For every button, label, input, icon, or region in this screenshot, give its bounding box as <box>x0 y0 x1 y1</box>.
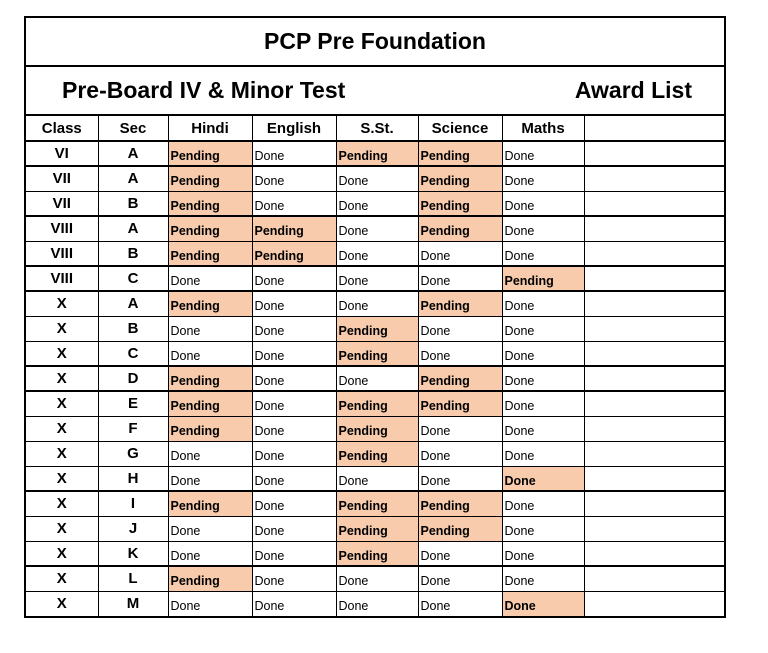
science-status-cell: Done <box>418 241 502 266</box>
hindi-status-cell: Done <box>168 591 252 616</box>
maths-status-cell: Done <box>502 491 584 516</box>
sst-status-cell: Done <box>336 566 418 591</box>
table-row <box>26 216 724 241</box>
blank-cell <box>584 266 724 291</box>
hindi-status-cell: Done <box>168 266 252 291</box>
hindi-status-cell: Done <box>168 541 252 566</box>
science-status-cell: Done <box>418 266 502 291</box>
table-row <box>26 466 724 491</box>
table-row <box>26 416 724 441</box>
english-status-cell: Done <box>252 491 336 516</box>
section-cell: A <box>98 141 168 166</box>
section-cell: K <box>98 541 168 566</box>
english-status-cell: Done <box>252 366 336 391</box>
maths-status-cell: Done <box>502 141 584 166</box>
maths-status-cell: Done <box>502 466 584 491</box>
section-cell: I <box>98 491 168 516</box>
english-status-cell: Done <box>252 291 336 316</box>
section-cell: A <box>98 166 168 191</box>
maths-status-cell: Done <box>502 391 584 416</box>
hindi-status-cell: Pending <box>168 491 252 516</box>
hindi-status-cell: Pending <box>168 216 252 241</box>
science-status-cell: Pending <box>418 516 502 541</box>
hindi-status-cell: Pending <box>168 391 252 416</box>
table-row <box>26 566 724 591</box>
sst-status-cell: Done <box>336 266 418 291</box>
hindi-status-cell: Pending <box>168 366 252 391</box>
blank-cell <box>584 166 724 191</box>
english-status-cell: Done <box>252 591 336 616</box>
sst-status-cell: Pending <box>336 141 418 166</box>
section-cell: H <box>98 466 168 491</box>
sst-status-cell: Pending <box>336 416 418 441</box>
section-cell: A <box>98 291 168 316</box>
section-cell: J <box>98 516 168 541</box>
status-table <box>26 116 724 616</box>
english-status-cell: Done <box>252 141 336 166</box>
blank-cell <box>584 566 724 591</box>
maths-status-cell: Done <box>502 541 584 566</box>
test-name: Pre-Board IV & Minor Test <box>62 77 346 103</box>
header-sst: S.St. <box>336 116 418 141</box>
maths-status-cell: Done <box>502 316 584 341</box>
science-status-cell: Done <box>418 591 502 616</box>
maths-status-cell: Done <box>502 216 584 241</box>
section-cell: B <box>98 191 168 216</box>
science-status-cell: Done <box>418 341 502 366</box>
sst-status-cell: Done <box>336 591 418 616</box>
science-status-cell: Pending <box>418 191 502 216</box>
section-cell: A <box>98 216 168 241</box>
table-row <box>26 541 724 566</box>
section-cell: G <box>98 441 168 466</box>
hindi-status-cell: Done <box>168 516 252 541</box>
maths-status-cell: Done <box>502 341 584 366</box>
english-status-cell: Done <box>252 466 336 491</box>
english-status-cell: Pending <box>252 216 336 241</box>
award-list-sheet <box>24 16 726 618</box>
hindi-status-cell: Done <box>168 341 252 366</box>
table-row <box>26 441 724 466</box>
hindi-status-cell: Done <box>168 466 252 491</box>
hindi-status-cell: Pending <box>168 291 252 316</box>
table-row <box>26 316 724 341</box>
sheet-subtitle-row <box>26 67 724 116</box>
blank-cell <box>584 491 724 516</box>
english-status-cell: Done <box>252 416 336 441</box>
maths-status-cell: Done <box>502 566 584 591</box>
table-row <box>26 266 724 291</box>
hindi-status-cell: Done <box>168 441 252 466</box>
english-status-cell: Done <box>252 441 336 466</box>
sst-status-cell: Pending <box>336 516 418 541</box>
english-status-cell: Done <box>252 166 336 191</box>
class-cell: VII <box>26 166 98 191</box>
maths-status-cell: Done <box>502 291 584 316</box>
blank-cell <box>584 341 724 366</box>
class-cell: X <box>26 566 98 591</box>
sst-status-cell: Pending <box>336 341 418 366</box>
english-status-cell: Done <box>252 566 336 591</box>
hindi-status-cell: Pending <box>168 141 252 166</box>
class-cell: X <box>26 341 98 366</box>
maths-status-cell: Done <box>502 516 584 541</box>
blank-cell <box>584 441 724 466</box>
section-cell: M <box>98 591 168 616</box>
english-status-cell: Done <box>252 541 336 566</box>
table-header-row <box>26 116 724 141</box>
science-status-cell: Pending <box>418 166 502 191</box>
blank-cell <box>584 316 724 341</box>
sst-status-cell: Done <box>336 291 418 316</box>
blank-cell <box>584 391 724 416</box>
header-hindi: Hindi <box>168 116 252 141</box>
class-cell: X <box>26 466 98 491</box>
maths-status-cell: Pending <box>502 266 584 291</box>
blank-cell <box>584 216 724 241</box>
science-status-cell: Done <box>418 566 502 591</box>
maths-status-cell: Done <box>502 166 584 191</box>
science-status-cell: Done <box>418 441 502 466</box>
maths-status-cell: Done <box>502 441 584 466</box>
sst-status-cell: Pending <box>336 391 418 416</box>
class-cell: X <box>26 291 98 316</box>
blank-cell <box>584 466 724 491</box>
science-status-cell: Done <box>418 416 502 441</box>
maths-status-cell: Done <box>502 241 584 266</box>
blank-cell <box>584 141 724 166</box>
blank-cell <box>584 516 724 541</box>
sst-status-cell: Pending <box>336 316 418 341</box>
header-class: Class <box>26 116 98 141</box>
english-status-cell: Done <box>252 191 336 216</box>
maths-status-cell: Done <box>502 591 584 616</box>
sst-status-cell: Done <box>336 191 418 216</box>
english-status-cell: Pending <box>252 241 336 266</box>
blank-cell <box>584 241 724 266</box>
table-row <box>26 591 724 616</box>
class-cell: X <box>26 441 98 466</box>
sheet-title: PCP Pre Foundation <box>26 18 724 67</box>
section-cell: B <box>98 241 168 266</box>
blank-cell <box>584 191 724 216</box>
header-science: Science <box>418 116 502 141</box>
blank-cell <box>584 416 724 441</box>
science-status-cell: Pending <box>418 391 502 416</box>
hindi-status-cell: Pending <box>168 416 252 441</box>
english-status-cell: Done <box>252 391 336 416</box>
class-cell: VII <box>26 191 98 216</box>
sst-status-cell: Done <box>336 241 418 266</box>
section-cell: L <box>98 566 168 591</box>
table-row <box>26 141 724 166</box>
class-cell: X <box>26 491 98 516</box>
table-row <box>26 491 724 516</box>
class-cell: X <box>26 366 98 391</box>
sst-status-cell: Pending <box>336 541 418 566</box>
blank-cell <box>584 366 724 391</box>
sst-status-cell: Pending <box>336 491 418 516</box>
table-row <box>26 166 724 191</box>
class-cell: X <box>26 591 98 616</box>
header-sec: Sec <box>98 116 168 141</box>
blank-cell <box>584 591 724 616</box>
class-cell: VIII <box>26 266 98 291</box>
science-status-cell: Pending <box>418 291 502 316</box>
section-cell: E <box>98 391 168 416</box>
science-status-cell: Pending <box>418 141 502 166</box>
science-status-cell: Pending <box>418 491 502 516</box>
class-cell: VIII <box>26 241 98 266</box>
table-row <box>26 391 724 416</box>
sst-status-cell: Done <box>336 216 418 241</box>
hindi-status-cell: Pending <box>168 191 252 216</box>
english-status-cell: Done <box>252 316 336 341</box>
english-status-cell: Done <box>252 516 336 541</box>
maths-status-cell: Done <box>502 416 584 441</box>
english-status-cell: Done <box>252 341 336 366</box>
maths-status-cell: Done <box>502 191 584 216</box>
class-cell: VIII <box>26 216 98 241</box>
blank-cell <box>584 291 724 316</box>
class-cell: X <box>26 316 98 341</box>
section-cell: D <box>98 366 168 391</box>
sst-status-cell: Done <box>336 366 418 391</box>
hindi-status-cell: Pending <box>168 241 252 266</box>
header-blank <box>584 116 724 141</box>
maths-status-cell: Done <box>502 366 584 391</box>
science-status-cell: Done <box>418 541 502 566</box>
class-cell: VI <box>26 141 98 166</box>
science-status-cell: Pending <box>418 366 502 391</box>
class-cell: X <box>26 516 98 541</box>
class-cell: X <box>26 391 98 416</box>
header-maths: Maths <box>502 116 584 141</box>
section-cell: F <box>98 416 168 441</box>
table-row <box>26 241 724 266</box>
hindi-status-cell: Pending <box>168 166 252 191</box>
table-row <box>26 516 724 541</box>
table-row <box>26 191 724 216</box>
header-english: English <box>252 116 336 141</box>
science-status-cell: Done <box>418 316 502 341</box>
table-row <box>26 366 724 391</box>
hindi-status-cell: Pending <box>168 566 252 591</box>
sst-status-cell: Done <box>336 466 418 491</box>
table-row <box>26 341 724 366</box>
blank-cell <box>584 541 724 566</box>
science-status-cell: Done <box>418 466 502 491</box>
sst-status-cell: Pending <box>336 441 418 466</box>
hindi-status-cell: Done <box>168 316 252 341</box>
section-cell: C <box>98 341 168 366</box>
section-cell: C <box>98 266 168 291</box>
award-list-label: Award List <box>574 77 692 103</box>
section-cell: B <box>98 316 168 341</box>
english-status-cell: Done <box>252 266 336 291</box>
science-status-cell: Pending <box>418 216 502 241</box>
class-cell: X <box>26 416 98 441</box>
class-cell: X <box>26 541 98 566</box>
sst-status-cell: Done <box>336 166 418 191</box>
table-row <box>26 291 724 316</box>
